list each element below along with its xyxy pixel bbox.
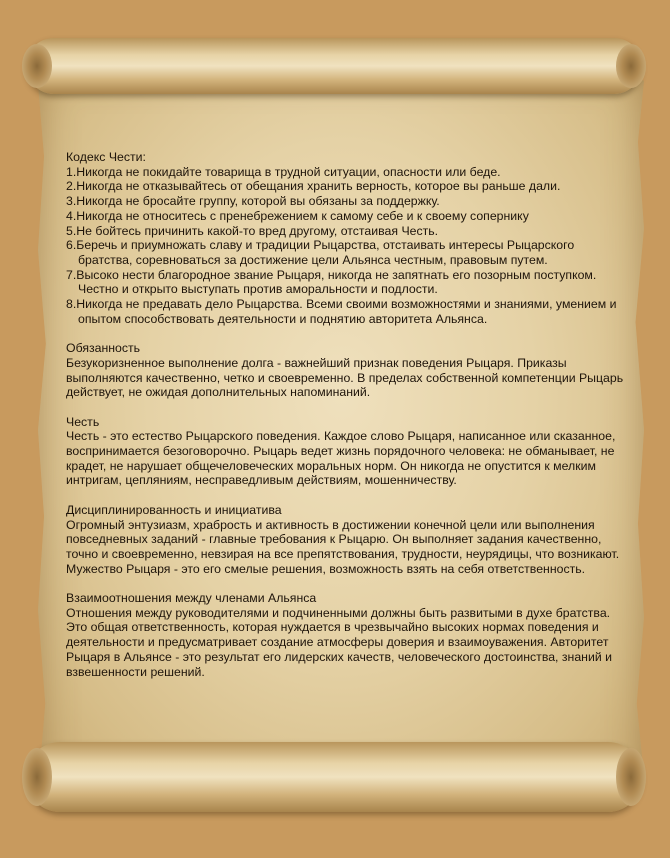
section-title: Обязанность bbox=[66, 341, 141, 356]
scroll-roll-end bbox=[22, 44, 52, 88]
code-item-number: 8 . bbox=[66, 297, 76, 311]
code-item-number: 5 . bbox=[66, 224, 76, 238]
scroll-top-roll bbox=[26, 38, 642, 94]
code-item-number: 3 . bbox=[66, 194, 76, 208]
section-title: Дисциплинированность и инициатива bbox=[66, 502, 282, 517]
section-title: Честь bbox=[66, 414, 100, 429]
code-item bbox=[66, 238, 626, 267]
code-item-number: 1 . bbox=[66, 165, 76, 179]
section-duty bbox=[66, 341, 626, 400]
scroll-roll-end bbox=[22, 748, 52, 806]
section-discipline bbox=[66, 503, 626, 577]
code-item-number: 4 . bbox=[66, 209, 76, 223]
section-text: Честь - это естество Рыцарского поведения. Каждое слово Рыцаря, написанное или сказанное, воспринимается безоговорочно. Рыцарь ведет жизнь порядочного человека: не обманывает, не крадет, не нарушает общечеловеческих моральных норм. Он никогда не опустится к мелким интригам, цепляниям, несправедливым действиям, мошенничеству. bbox=[66, 429, 616, 488]
scroll-bottom-roll bbox=[26, 742, 642, 812]
section-text: Отношения между руководителями и подчиненными должны быть развитыми в духе братства. Это общая ответственность, которая нуждается в чрезвычайно высоких нормах поведения и деятельности и предусматривает создание атмосферы доверия и взаимоуважения. Авторитет Рыцаря в Альянсе - это результат его лидерских качеств, человеческого достоинства, знаний и взвешенности решений. bbox=[66, 605, 612, 679]
code-item-number: 6 . bbox=[66, 238, 76, 252]
code-item bbox=[66, 179, 626, 194]
code-item-number: 7 . bbox=[66, 268, 76, 282]
code-item bbox=[66, 297, 626, 326]
code-item-text: Не бойтесь причинить какой-то вред другому, отстаивая Честь. bbox=[76, 223, 439, 238]
code-item bbox=[66, 165, 626, 180]
code-item-text: Высоко нести благородное звание Рыцаря, никогда не запятнать его позорным поступком. Честно и открыто выступать против аморальности и подлости. bbox=[76, 267, 597, 297]
code-item-text: Никогда не отказывайтесь от обещания хранить верность, которое вы раньше дали. bbox=[76, 179, 561, 194]
section-text: Огромный энтузиазм, храбрость и активность в достижении конечной цели или выполнения повседневных заданий - главные требования к Рыцарю. Он выполняет задания качественно, точно и своевременно, невзирая на все препятствования, трудности, неурядицы, что возникают. Мужество Рыцаря - это его смелые решения, возможность взять на себя ответственность. bbox=[66, 517, 620, 576]
code-item bbox=[66, 224, 626, 239]
section-honor bbox=[66, 415, 626, 489]
section-relations bbox=[66, 591, 626, 679]
code-list bbox=[66, 165, 626, 327]
code-item-number: 2 . bbox=[66, 179, 76, 193]
code-item-text: Никогда не относитесь с пренебрежением к самому себе и к своему сопернику bbox=[76, 208, 529, 223]
code-title: Кодекс Чести: bbox=[66, 150, 146, 164]
code-item bbox=[66, 209, 626, 224]
code-item bbox=[66, 194, 626, 209]
code-item-text: Никогда не предавать дело Рыцарства. Всеми своими возможностями и знаниями, умением и опытом способствовать деятельности и поднятию авторитета Альянса. bbox=[76, 297, 617, 326]
code-item-text: Никогда не бросайте группу, которой вы обязаны за поддержку. bbox=[76, 194, 440, 209]
code-item bbox=[66, 268, 626, 297]
code-item-text: Беречь и приумножать славу и традиции Рыцарства, отстаивать интересы Рыцарского братства, соревноваться за достижение цели Альянса честным, правовым путем. bbox=[76, 238, 575, 267]
code-item-text: Никогда не покидайте товарища в трудной ситуации, опасности или беде. bbox=[76, 164, 501, 179]
scroll-roll-end bbox=[616, 44, 646, 88]
section-text: Безукоризненное выполнение долга - важнейший признак поведения Рыцаря. Приказы выполняются качественно, четко и своевременно. В пределах собственной компетенции Рыцарь действует, не ожидая дополнительных напоминаний. bbox=[66, 355, 624, 400]
scroll-text bbox=[66, 150, 626, 679]
section-title: Взаимоотношения между членами Альянса bbox=[66, 591, 317, 606]
scroll-roll-end bbox=[616, 748, 646, 806]
